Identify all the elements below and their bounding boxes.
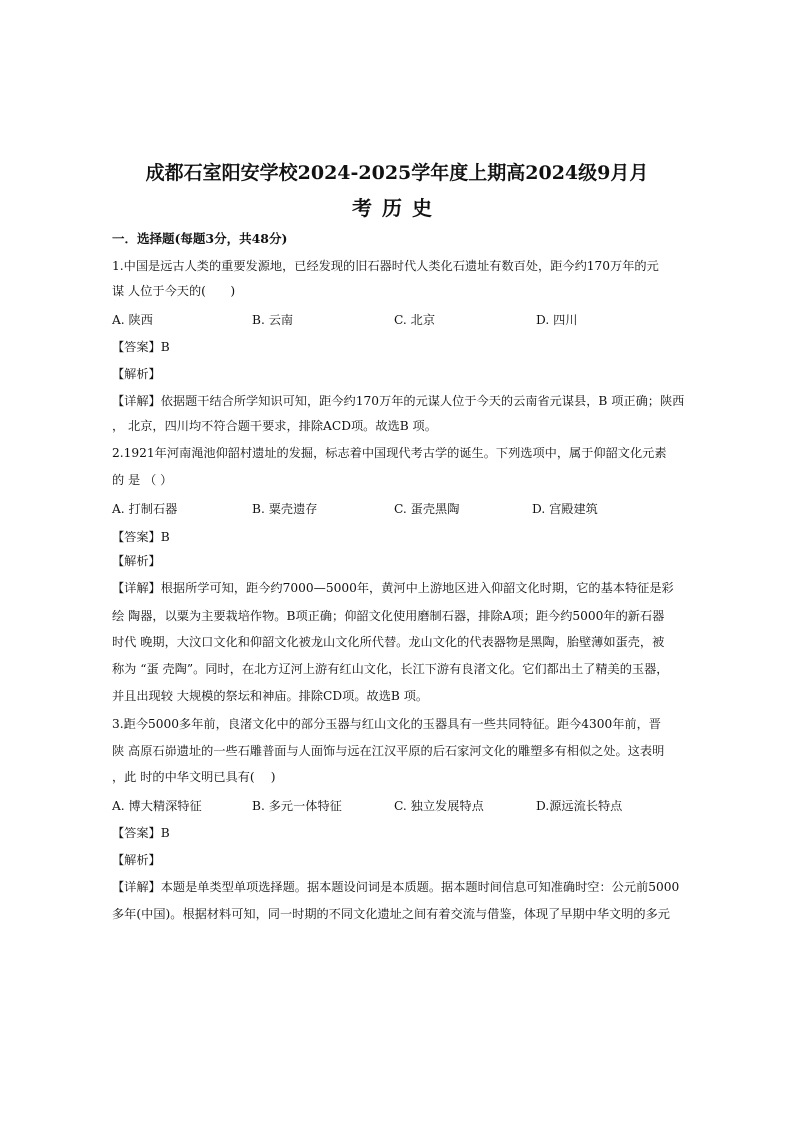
q3-stem-line3: ，此 时的中华文明已具有( ): [112, 770, 276, 784]
q1-stem-line1: 1.中国是远古人类的重要发源地，已经发现的旧石器时代人类化石遗址有数百处，距今约170万年的元: [112, 259, 659, 273]
q2-option-b: B. 粟壳遗存: [252, 502, 318, 516]
q3-option-a: A. 博大精深特征: [112, 799, 202, 813]
q1-option-d: D. 四川: [536, 313, 578, 327]
q2-stem-line1: 2.1921年河南渑池仰韶村遗址的发掘，标志着中国现代考古学的诞生。下列选项中，属于仰韶文化元素: [112, 446, 667, 460]
q3-answer: 【答案】B: [112, 826, 170, 840]
q3-analysis-label: 【解析】: [112, 853, 161, 867]
q3-option-d: D.源远流长特点: [536, 799, 623, 813]
q1-option-a: A. 陕西: [112, 313, 153, 327]
q2-analysis-label: 【解析】: [112, 554, 161, 568]
q3-option-c: C. 独立发展特点: [394, 799, 484, 813]
exam-title-line2: 考历史: [352, 196, 442, 220]
q3-detail-line1: 【详解】本题是单类型单项选择题。据本题设问词是本质题。据本题时间信息可知准确时空：公元前5000: [112, 880, 680, 894]
q2-option-d: D. 宫殿建筑: [532, 502, 598, 516]
q2-option-a: A. 打制石器: [112, 502, 178, 516]
q2-answer: 【答案】B: [112, 530, 170, 544]
section-heading: 一．选择题(每题3分，共48分): [112, 231, 288, 246]
q2-option-c: C. 蛋壳黑陶: [394, 502, 460, 516]
q3-detail-line2: 多年(中国)。根据材料可知，同一时期的不同文化遗址之间有着交流与借鉴，体现了早期中华文明的多元: [112, 907, 670, 921]
q1-stem-line2: 谋 人位于今天的( ): [112, 284, 236, 298]
q1-detail-line2: ， 北京，四川均不符合题干要求，排除ACD项。故选B 项。: [112, 419, 437, 433]
q3-stem-line1: 3.距今5000多年前，良渚文化中的部分玉器与红山文化的玉器具有一些共同特征。距今4300年前，晋: [112, 717, 661, 731]
q2-detail-line1: 【详解】根据所学可知，距今约7000—5000年，黄河中上游地区进入仰韶文化时期，它的基本特征是彩: [112, 581, 674, 595]
exam-title-line1: 成都石室阳安学校2024-2025学年度上期高2024级9月月: [145, 162, 649, 184]
q1-answer: 【答案】B: [112, 340, 170, 354]
q3-option-b: B. 多元一体特征: [252, 799, 342, 813]
q3-stem-line2: 陕 高原石峁遗址的一些石雕普面与人面饰与远在江汉平原的后石家河文化的雕塑多有相似之处。这表明: [112, 744, 665, 758]
q2-detail-line3: 时代 晚期，大汶口文化和仰韶文化被龙山文化所代替。龙山文化的代表器物是黑陶，胎壁薄如蛋壳，被: [112, 635, 665, 649]
q1-option-b: B. 云南: [252, 313, 294, 327]
q2-detail-line2: 绘 陶器，以粟为主要栽培作物。B项正确；仰韶文化使用磨制石器，排除A项；距今约5000年的新石器: [112, 609, 665, 623]
q1-option-c: C. 北京: [394, 313, 436, 327]
q2-detail-line5: 并且出现较 大规模的祭坛和神庙。排除CD项。故选B 项。: [112, 689, 429, 703]
q2-detail-line4: 称为 “蛋 壳陶”。同时，在北方辽河上游有红山文化，长江下游有良渚文化。它们都出土了精美的玉器，: [112, 662, 669, 676]
q1-analysis-label: 【解析】: [112, 367, 161, 381]
q2-stem-line2: 的 是 （ ）: [112, 473, 173, 487]
q1-detail-line1: 【详解】依据题干结合所学知识可知，距今约170万年的元谋人位于今天的云南省元谋县，B 项正确；陕西: [112, 394, 685, 408]
